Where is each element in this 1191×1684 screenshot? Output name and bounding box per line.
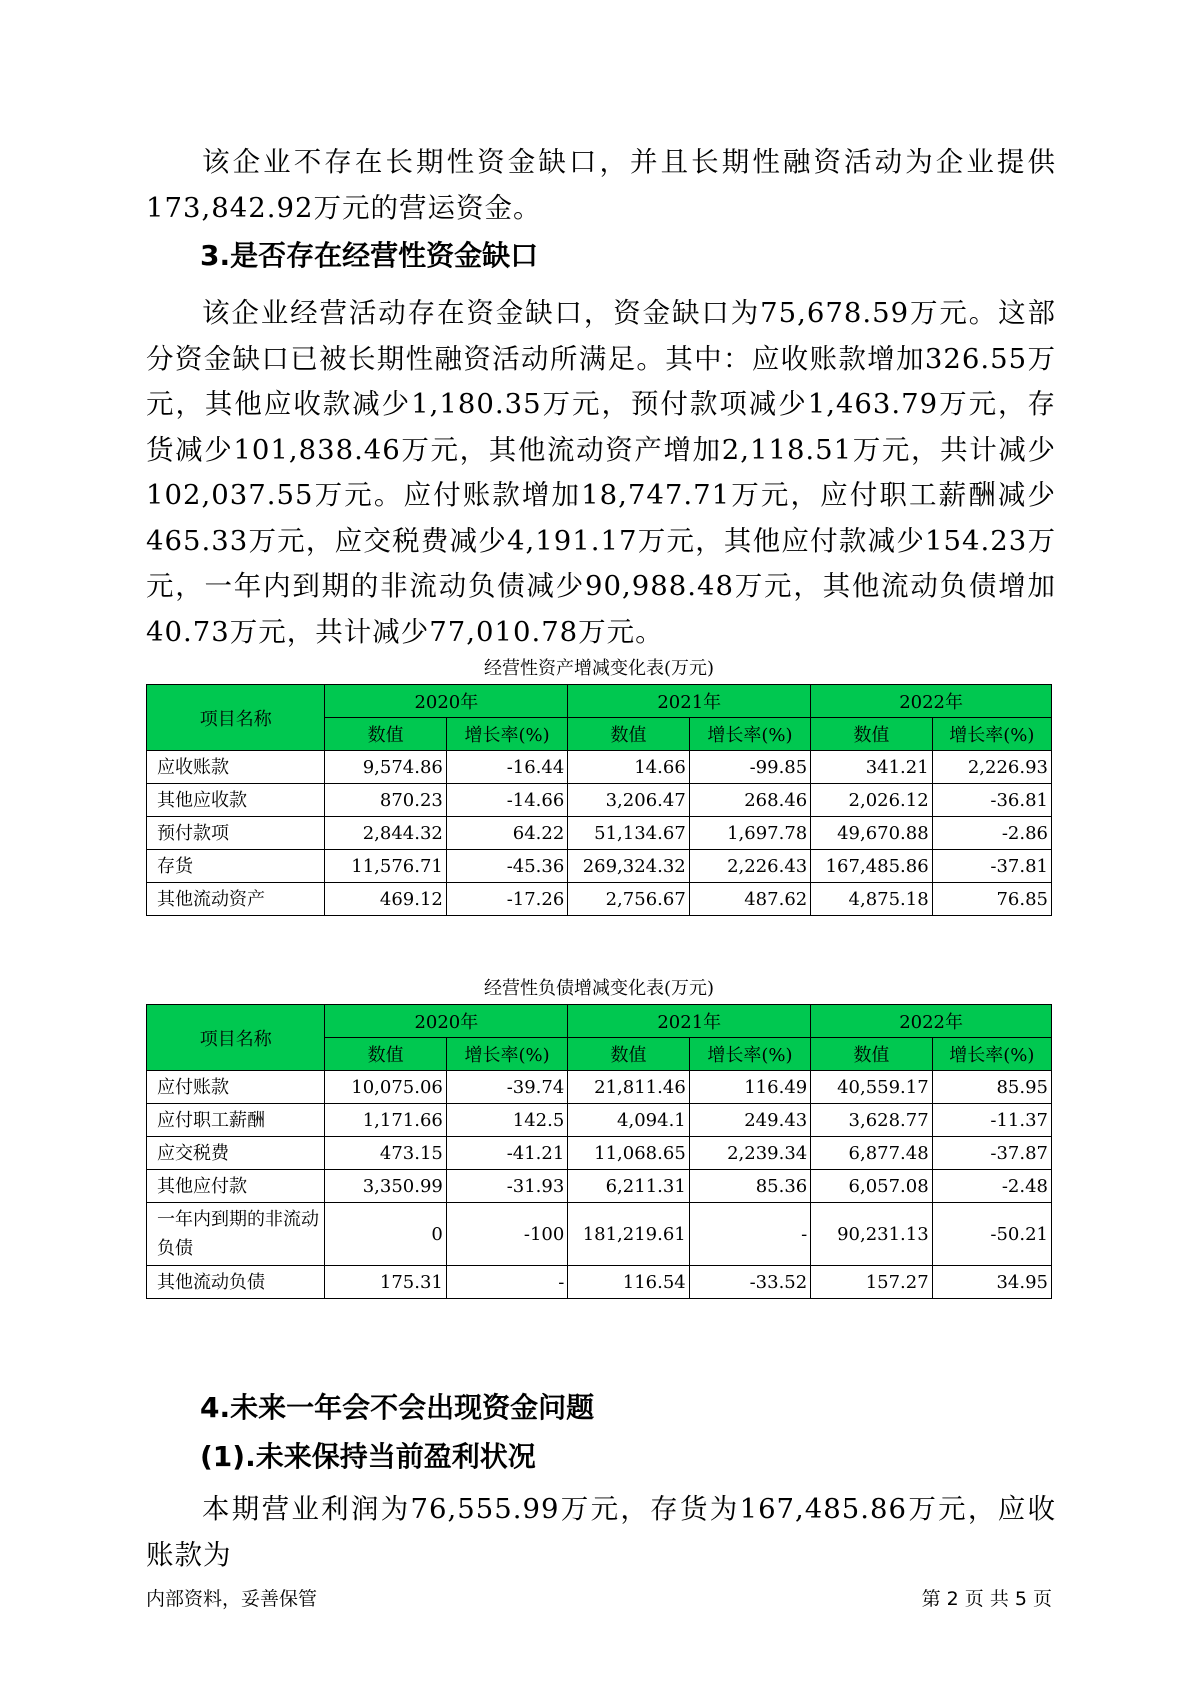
heading-current-profit: (1).未来保持当前盈利状况 — [200, 1440, 536, 1473]
cell-value-2021: 11,068.65 — [568, 1137, 689, 1170]
cell-growth-2022: 2,226.93 — [932, 751, 1051, 784]
header-growth: 增长率(%) — [689, 1038, 810, 1071]
cell-growth-2021: 116.49 — [689, 1071, 810, 1104]
cell-value-2021: 51,134.67 — [568, 817, 689, 850]
header-growth: 增长率(%) — [446, 1038, 567, 1071]
row-name: 预付款项 — [147, 817, 325, 850]
cell-growth-2021: - — [689, 1203, 810, 1266]
cell-value-2022: 341.21 — [811, 751, 932, 784]
cell-growth-2020: -45.36 — [446, 850, 567, 883]
cell-growth-2021: -33.52 — [689, 1266, 810, 1299]
cell-value-2020: 0 — [325, 1203, 446, 1266]
table-row — [147, 1170, 1052, 1203]
cell-value-2022: 3,628.77 — [811, 1104, 932, 1137]
cell-growth-2022: -2.86 — [932, 817, 1051, 850]
cell-growth-2022: 34.95 — [932, 1266, 1051, 1299]
table-row — [147, 1266, 1052, 1299]
cell-value-2022: 157.27 — [811, 1266, 932, 1299]
row-name: 应付账款 — [147, 1071, 325, 1104]
footer-confidential-note: 内部资料，妥善保管 — [146, 1588, 318, 1610]
cell-growth-2022: -50.21 — [932, 1203, 1051, 1266]
table-row — [147, 1071, 1052, 1104]
table-row — [147, 883, 1052, 916]
header-year-2022: 2022年 — [811, 1005, 1052, 1038]
header-value: 数值 — [811, 1038, 932, 1071]
cell-growth-2021: 85.36 — [689, 1170, 810, 1203]
header-year-2020: 2020年 — [325, 1005, 568, 1038]
cell-growth-2020: 64.22 — [446, 817, 567, 850]
liability-table-caption: 经营性负债增减变化表(万元) — [483, 978, 715, 999]
row-name: 存货 — [147, 850, 325, 883]
cell-value-2022: 4,875.18 — [811, 883, 932, 916]
header-growth: 增长率(%) — [446, 718, 567, 751]
row-name: 其他流动负债 — [147, 1266, 325, 1299]
cell-growth-2020: -41.21 — [446, 1137, 567, 1170]
cell-growth-2021: 2,239.34 — [689, 1137, 810, 1170]
cell-growth-2020: -16.44 — [446, 751, 567, 784]
header-value: 数值 — [325, 1038, 446, 1071]
cell-growth-2021: 268.46 — [689, 784, 810, 817]
table-row — [147, 1137, 1052, 1170]
cell-value-2020: 9,574.86 — [325, 751, 446, 784]
header-item-name: 项目名称 — [147, 685, 325, 751]
cell-growth-2021: 487.62 — [689, 883, 810, 916]
paragraph-operating-profit: 本期营业利润为76,555.99万元，存货为167,485.86万元，应收账款为 — [146, 1493, 1056, 1571]
row-name: 其他应收款 — [147, 784, 325, 817]
table-row — [147, 817, 1052, 850]
cell-value-2021: 21,811.46 — [568, 1071, 689, 1104]
cell-growth-2020: - — [446, 1266, 567, 1299]
cell-value-2021: 116.54 — [568, 1266, 689, 1299]
table-row — [147, 850, 1052, 883]
table-row — [147, 1104, 1052, 1137]
header-year-2021: 2021年 — [568, 1005, 811, 1038]
cell-value-2020: 3,350.99 — [325, 1170, 446, 1203]
heading-future-funding: 4.未来一年会不会出现资金问题 — [200, 1391, 595, 1424]
cell-value-2021: 14.66 — [568, 751, 689, 784]
cell-growth-2022: 76.85 — [932, 883, 1051, 916]
header-year-2020: 2020年 — [325, 685, 568, 718]
cell-growth-2022: 85.95 — [932, 1071, 1051, 1104]
cell-value-2021: 3,206.47 — [568, 784, 689, 817]
paragraph-operating-gap: 该企业经营活动存在资金缺口，资金缺口为75,678.59万元。这部分资金缺口已被长期性融资活动所满足。其中：应收账款增加326.55万元，其他应收款减少1,180.35万元，预付款项减少1,463.79万元，存货减少101,838.46万元，其他流动资产增加2,118.51万元，共计减少102,037.55万元。应付账款增加18,747.71万元，应付职工薪酬减少465.33万元，应交税费减少4,191.17万元，其他应付款减少154.23万元，一年内到期的非流动负债减少90,988.48万元，其他流动负债增加40.73万元，共计减少77,010.78万元。 — [146, 297, 1056, 648]
cell-value-2021: 181,219.61 — [568, 1203, 689, 1266]
cell-growth-2022: -2.48 — [932, 1170, 1051, 1203]
cell-value-2022: 167,485.86 — [811, 850, 932, 883]
header-value: 数值 — [568, 1038, 689, 1071]
cell-growth-2020: -31.93 — [446, 1170, 567, 1203]
paragraph-long-term-funding: 该企业不存在长期性资金缺口，并且长期性融资活动为企业提供173,842.92万元的营运资金。 — [146, 146, 1056, 224]
row-name: 其他应付款 — [147, 1170, 325, 1203]
table-row — [147, 1203, 1052, 1266]
cell-growth-2022: -37.81 — [932, 850, 1051, 883]
header-value: 数值 — [568, 718, 689, 751]
cell-growth-2020: -100 — [446, 1203, 567, 1266]
header-growth: 增长率(%) — [689, 718, 810, 751]
cell-value-2022: 6,057.08 — [811, 1170, 932, 1203]
table-row — [147, 784, 1052, 817]
cell-value-2022: 2,026.12 — [811, 784, 932, 817]
cell-value-2020: 469.12 — [325, 883, 446, 916]
heading-operating-gap: 3.是否存在经营性资金缺口 — [200, 239, 539, 272]
cell-value-2020: 2,844.32 — [325, 817, 446, 850]
header-value: 数值 — [325, 718, 446, 751]
cell-value-2020: 1,171.66 — [325, 1104, 446, 1137]
row-name: 其他流动资产 — [147, 883, 325, 916]
header-year-2022: 2022年 — [811, 685, 1052, 718]
cell-growth-2020: -14.66 — [446, 784, 567, 817]
cell-value-2022: 40,559.17 — [811, 1071, 932, 1104]
cell-value-2021: 6,211.31 — [568, 1170, 689, 1203]
cell-growth-2022: -36.81 — [932, 784, 1051, 817]
cell-value-2022: 6,877.48 — [811, 1137, 932, 1170]
footer-page-number: 第 2 页 共 5 页 — [921, 1588, 1052, 1610]
table-row — [147, 751, 1052, 784]
cell-growth-2021: -99.85 — [689, 751, 810, 784]
header-item-name: 项目名称 — [147, 1005, 325, 1071]
cell-value-2020: 10,075.06 — [325, 1071, 446, 1104]
cell-growth-2022: -11.37 — [932, 1104, 1051, 1137]
cell-growth-2020: -17.26 — [446, 883, 567, 916]
header-growth: 增长率(%) — [932, 718, 1051, 751]
cell-growth-2020: -39.74 — [446, 1071, 567, 1104]
liability-change-table — [146, 1004, 1052, 1299]
cell-growth-2021: 2,226.43 — [689, 850, 810, 883]
cell-growth-2020: 142.5 — [446, 1104, 567, 1137]
cell-value-2020: 11,576.71 — [325, 850, 446, 883]
row-name: 应收账款 — [147, 751, 325, 784]
cell-value-2021: 269,324.32 — [568, 850, 689, 883]
cell-value-2021: 2,756.67 — [568, 883, 689, 916]
row-name: 一年内到期的非流动负债 — [147, 1203, 325, 1266]
row-name: 应交税费 — [147, 1137, 325, 1170]
header-value: 数值 — [811, 718, 932, 751]
cell-value-2020: 175.31 — [325, 1266, 446, 1299]
header-year-2021: 2021年 — [568, 685, 811, 718]
cell-value-2020: 870.23 — [325, 784, 446, 817]
header-growth: 增长率(%) — [932, 1038, 1051, 1071]
cell-value-2020: 473.15 — [325, 1137, 446, 1170]
cell-growth-2022: -37.87 — [932, 1137, 1051, 1170]
asset-change-table — [146, 684, 1052, 916]
row-name: 应付职工薪酬 — [147, 1104, 325, 1137]
cell-growth-2021: 1,697.78 — [689, 817, 810, 850]
cell-value-2021: 4,094.1 — [568, 1104, 689, 1137]
cell-value-2022: 90,231.13 — [811, 1203, 932, 1266]
cell-growth-2021: 249.43 — [689, 1104, 810, 1137]
asset-table-caption: 经营性资产增减变化表(万元) — [483, 658, 715, 679]
cell-value-2022: 49,670.88 — [811, 817, 932, 850]
